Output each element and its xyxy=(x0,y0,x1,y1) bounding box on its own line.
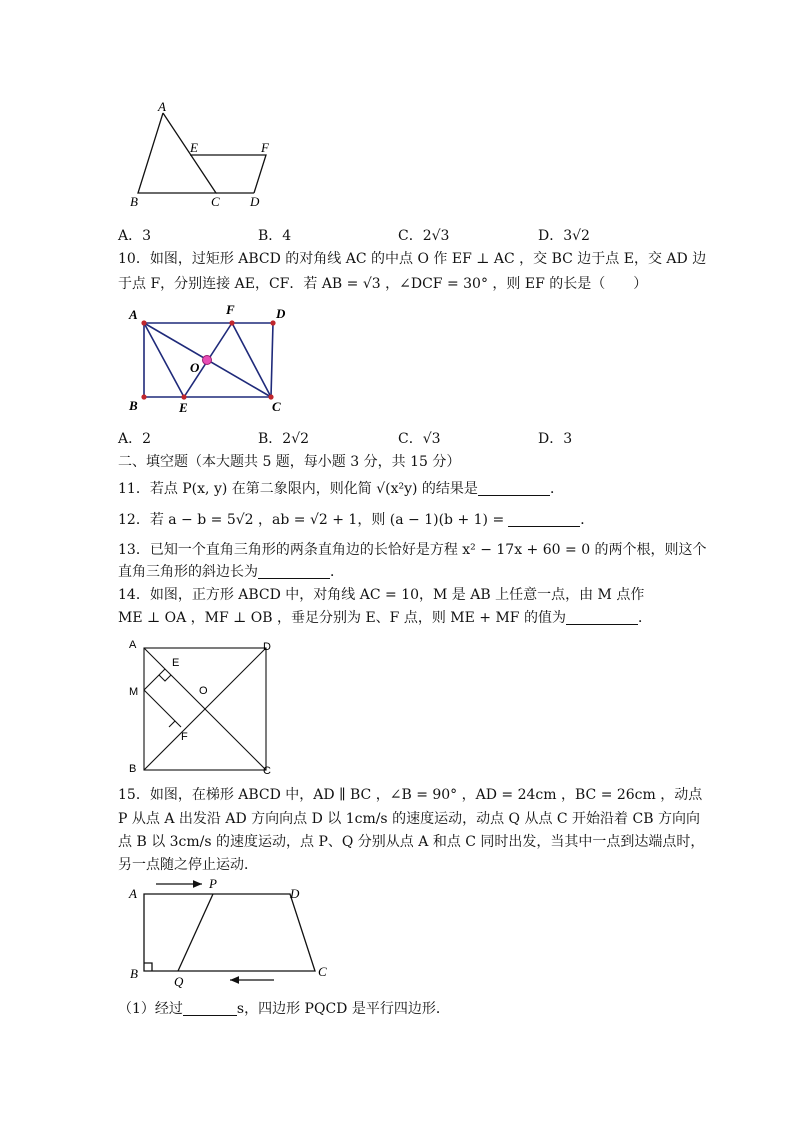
fig15-label-A: A xyxy=(129,886,137,901)
q12-text: 12．若 a − b = 5√2 ，ab = √2 + 1，则 (a − 1)(b + 1) = xyxy=(118,512,505,528)
fig10-label-A: A xyxy=(129,307,138,322)
q15-line-2: P 从点 A 出发沿 AD 方向向点 D 以 1cm/s 的速度运动，动点 Q 从点 C 开始沿着 CB 方向向 xyxy=(118,811,700,827)
q11 xyxy=(118,480,564,498)
fig14-label-M: M xyxy=(129,686,139,698)
q15-line-4: 另一点随之停止运动． xyxy=(118,857,258,873)
fig9-label-C: C xyxy=(211,194,220,209)
q9-option-a: A．3 xyxy=(118,228,152,244)
figure-q9 xyxy=(128,98,278,210)
fig10-label-E: E xyxy=(179,400,188,415)
q15-sub1-post: s，四边形 PQCD 是平行四边形． xyxy=(236,1001,450,1017)
figure-q10 xyxy=(126,303,291,418)
fig14-label-F: F xyxy=(181,731,188,743)
q15-sub1-answer-blank[interactable] xyxy=(183,1001,237,1016)
q14-line-2 xyxy=(118,609,652,627)
q15-sub1-pre: （1）经过 xyxy=(118,1001,183,1017)
q10-option-c: C．√3 xyxy=(398,431,441,447)
fig15-label-C: C xyxy=(318,964,327,979)
q14-answer-blank[interactable] xyxy=(566,610,638,625)
fig9-label-B: B xyxy=(130,194,138,209)
q11-answer-blank[interactable] xyxy=(478,481,550,496)
fig14-label-C: C xyxy=(263,765,271,777)
fig10-label-B: B xyxy=(129,398,138,413)
fig9-label-E: E xyxy=(190,140,198,155)
q10-line-2: 于点 F，分别连接 AE，CF．若 AB = √3 ，∠DCF = 30° ，则 EF 的长是（ ） xyxy=(118,276,648,292)
fig14-label-D: D xyxy=(263,641,271,653)
q15-sub-1 xyxy=(118,1000,450,1018)
q14-end: ． xyxy=(637,610,652,626)
q13-end: ． xyxy=(330,564,344,580)
section-2-title: 二、填空题（本大题共 5 题，每小题 3 分，共 15 分） xyxy=(118,454,461,470)
q14-line-1: 14．如图，正方形 ABCD 中，对角线 AC = 10，M 是 AB 上任意一点，由 M 点作 xyxy=(118,587,645,603)
q15-line-3: 点 B 以 3cm/s 的速度运动，点 P、Q 分别从点 A 和点 C 同时出发，当其中一点到达端点时， xyxy=(118,834,705,850)
q14-text: ME ⊥ OA ，MF ⊥ OB ，垂足分别为 E、F 点，则 ME + MF 的值为 xyxy=(118,610,566,626)
q13-line-1: 13．已知一个直角三角形的两条直角边的长恰好是方程 x² − 17x + 60 = 0 的两个根，则这个 xyxy=(118,542,707,558)
fig10-label-O: O xyxy=(190,360,200,375)
fig10-label-C: C xyxy=(272,399,281,414)
q13-text: 直角三角形的斜边长为 xyxy=(118,564,258,580)
figure-q15 xyxy=(126,872,341,990)
q9-option-c: C．2√3 xyxy=(398,228,450,244)
fig9-label-D: D xyxy=(250,194,260,209)
q10-option-b: B．2√2 xyxy=(258,431,310,447)
q9-option-d: D．3√2 xyxy=(538,228,590,244)
q12-end: ． xyxy=(580,512,595,528)
figure-q14 xyxy=(126,638,276,778)
fig15-label-Q: Q xyxy=(174,974,184,989)
fig9-label-F: F xyxy=(261,140,269,155)
fig10-label-D: D xyxy=(276,306,286,321)
fig14-label-B: B xyxy=(129,763,137,775)
q11-end: ． xyxy=(549,481,564,497)
q12-answer-blank[interactable] xyxy=(508,512,580,527)
fig9-label-A: A xyxy=(158,99,166,114)
q10-line-1: 10．如图，过矩形 ABCD 的对角线 AC 的中点 O 作 EF ⊥ AC ，交 BC 边于点 E，交 AD 边 xyxy=(118,251,707,267)
fig14-label-E: E xyxy=(172,657,180,669)
fig14-label-O: O xyxy=(199,685,208,697)
q13-answer-blank[interactable] xyxy=(258,564,330,579)
fig14-label-A: A xyxy=(129,639,137,651)
fig15-label-B: B xyxy=(130,966,138,981)
q12 xyxy=(118,511,594,529)
fig15-label-D: D xyxy=(290,886,300,901)
q10-option-d: D．3 xyxy=(538,431,573,447)
q9-option-b: B．4 xyxy=(258,228,292,244)
q15-line-1: 15．如图，在梯形 ABCD 中，AD ∥ BC ，∠B = 90° ，AD = 24cm ，BC = 26cm ，动点 xyxy=(118,787,703,803)
q10-option-a: A．2 xyxy=(118,431,152,447)
q11-text: 11．若点 P(x, y) 在第二象限内，则化简 √(x²y) 的结果是 xyxy=(118,481,478,497)
fig10-label-F: F xyxy=(226,303,235,317)
q13-line-2 xyxy=(118,563,344,581)
fig15-label-P: P xyxy=(209,876,217,891)
